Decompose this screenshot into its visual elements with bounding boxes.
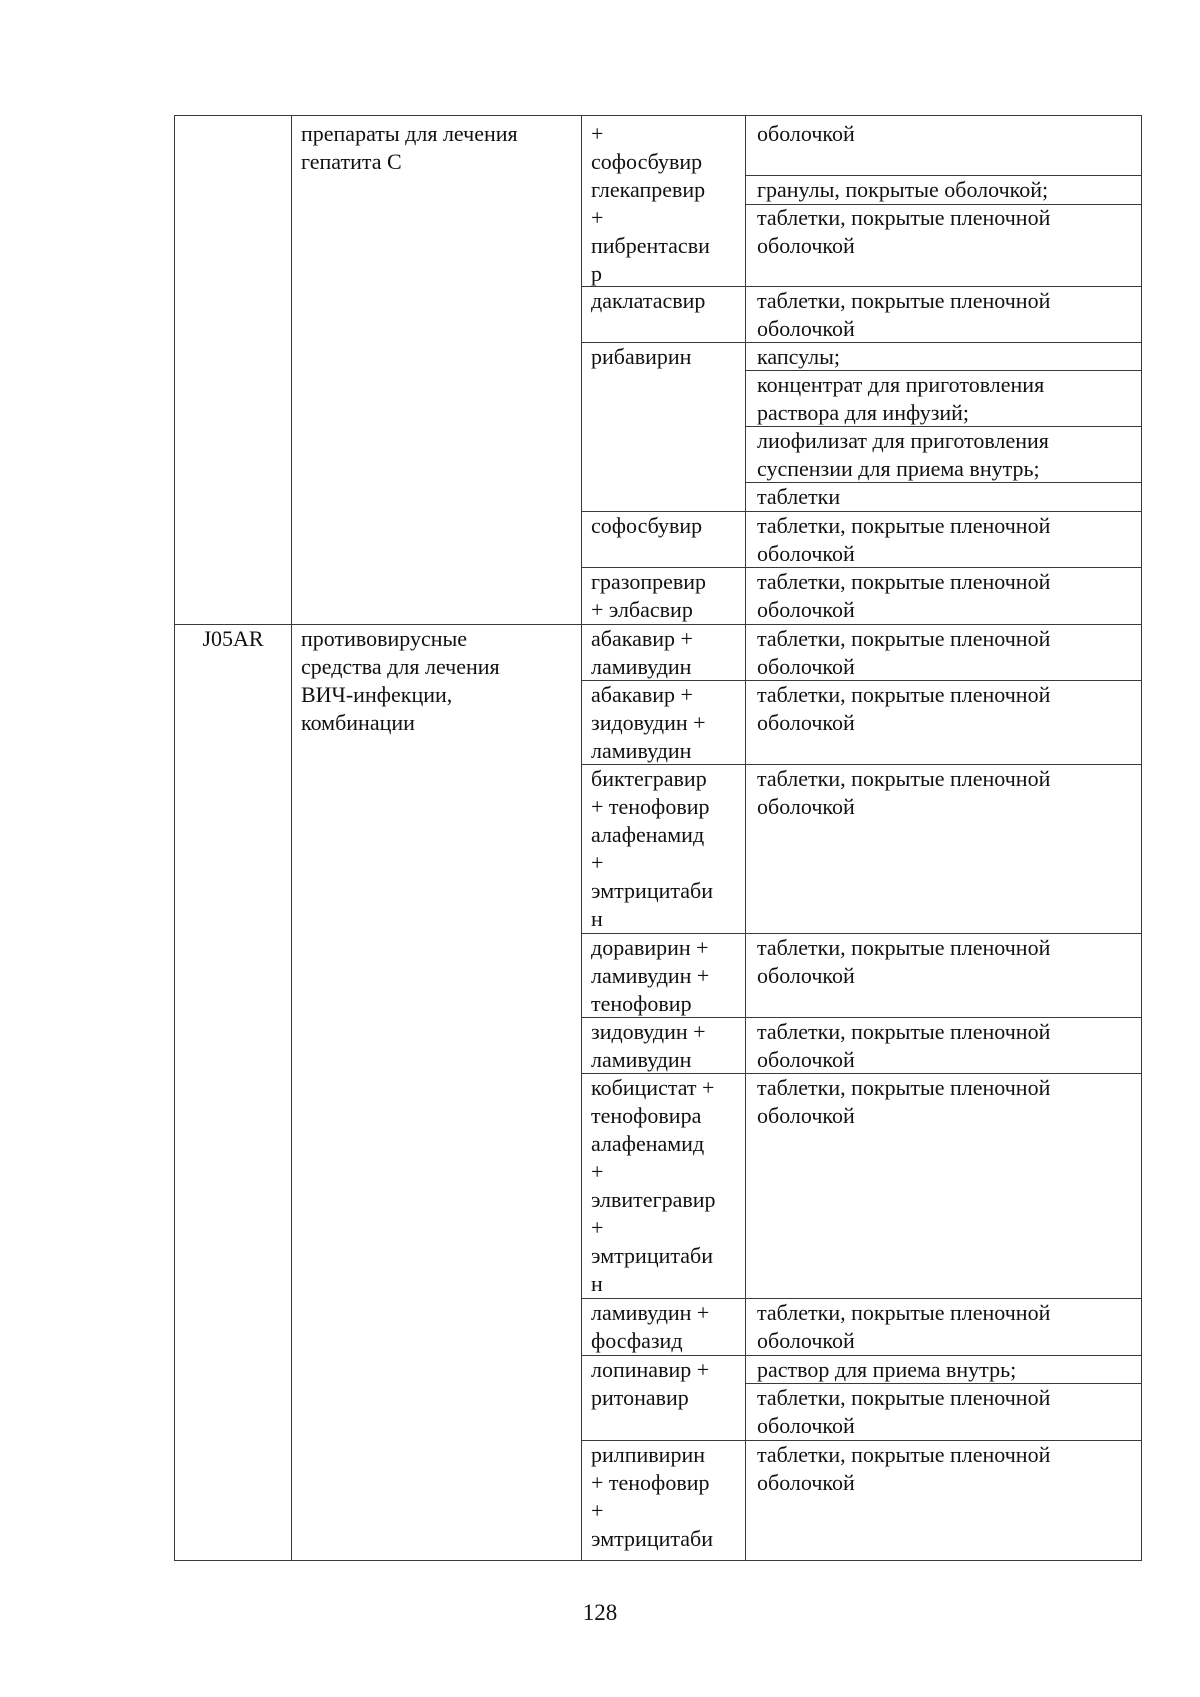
dosage-form: концентрат для приготовления раствора для инфузий; (757, 372, 1045, 425)
drug-name: рибавирин (591, 344, 692, 369)
drug-name: рилпивирин + тенофовир + эмтрицитаби (591, 1442, 713, 1551)
drug-name: зидовудин + ламивудин (591, 1019, 706, 1072)
drug-name: абакавир + зидовудин + ламивудин (591, 682, 706, 763)
drug-name: биктегравир + тенофовир алафенамид + эмтрицитаби н (591, 766, 713, 931)
drug-name: абакавир + ламивудин (591, 626, 693, 679)
dosage-form: таблетки, покрытые пленочной оболочкой (757, 569, 1051, 622)
drug-group-name: противовирусные средства для лечения ВИЧ-инфекции, комбинации (301, 626, 500, 735)
dosage-form: таблетки, покрытые пленочной оболочкой (757, 935, 1051, 988)
dosage-form: таблетки, покрытые пленочной оболочкой (757, 1075, 1051, 1128)
dosage-form: оболочкой (757, 121, 855, 146)
drug-name: даклатасвир (591, 288, 706, 313)
drug-table (174, 115, 1142, 1561)
page-number: 128 (582, 1600, 618, 1625)
drug-name: софосбувир (591, 513, 703, 538)
dosage-form: таблетки, покрытые пленочной оболочкой (757, 766, 1051, 819)
dosage-form: таблетки, покрытые пленочной оболочкой (757, 513, 1051, 566)
drug-group-name: препараты для лечения гепатита С (301, 121, 518, 174)
dosage-form: раствор для приема внутрь; (757, 1357, 1017, 1382)
drug-name: кобицистат + тенофовира алафенамид + элвитегравир + эмтрицитаби н (591, 1075, 716, 1296)
drug-name: + софосбувир (591, 121, 703, 174)
dosage-form: таблетки, покрытые пленочной оболочкой (757, 288, 1051, 341)
dosage-form: таблетки, покрытые пленочной оболочкой (757, 1442, 1051, 1495)
drug-name: ламивудин + фосфазид (591, 1300, 710, 1353)
dosage-form: таблетки, покрытые пленочной оболочкой (757, 205, 1051, 258)
dosage-form: таблетки, покрытые пленочной оболочкой (757, 1300, 1051, 1353)
drug-name: глекапревир + пибрентасви р (591, 177, 710, 286)
dosage-form: таблетки, покрытые пленочной оболочкой (757, 1019, 1051, 1072)
column-divider (581, 116, 582, 1560)
dosage-form: таблетки, покрытые пленочной оболочкой (757, 682, 1051, 735)
atc-code: J05AR (202, 626, 264, 651)
column-divider (291, 116, 292, 1560)
dosage-form: таблетки (757, 484, 841, 509)
drug-name: доравирин + ламивудин + тенофовир (591, 935, 710, 1016)
dosage-form: таблетки, покрытые пленочной оболочкой (757, 626, 1051, 679)
drug-name: гразопревир + элбасвир (591, 569, 707, 622)
dosage-form: лиофилизат для приготовления суспензии для приема внутрь; (757, 428, 1049, 481)
drug-name: лопинавир + ритонавир (591, 1357, 710, 1410)
dosage-form: гранулы, покрытые оболочкой; (757, 177, 1049, 202)
dosage-form: таблетки, покрытые пленочной оболочкой (757, 1385, 1051, 1438)
dosage-form: капсулы; (757, 344, 840, 369)
